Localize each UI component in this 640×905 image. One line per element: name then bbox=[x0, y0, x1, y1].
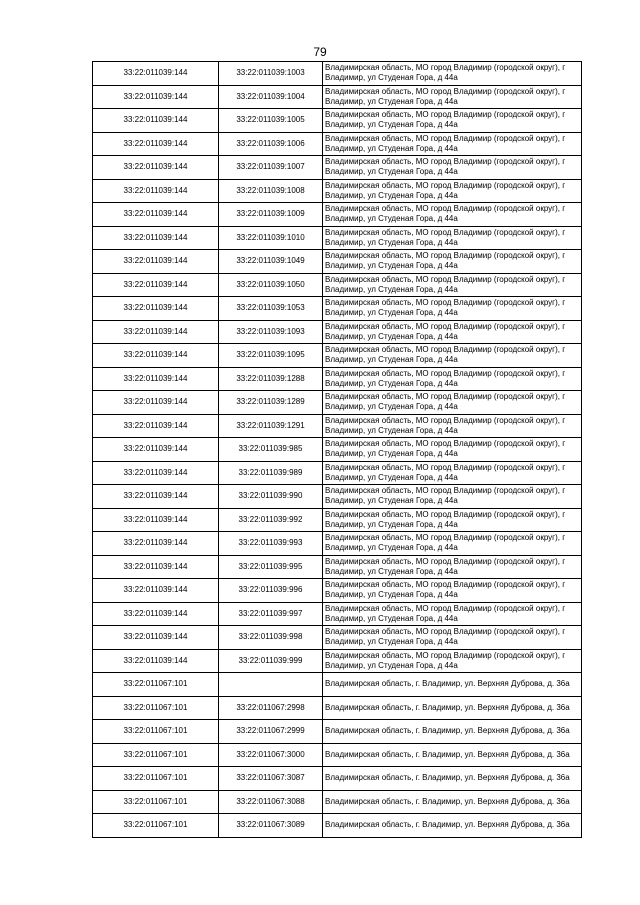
object-number-cell: 33:22:011039:993 bbox=[219, 532, 323, 556]
address-cell: Владимирская область, г. Владимир, ул. Верхняя Дуброва, д. 36а bbox=[323, 814, 582, 838]
object-number-cell: 33:22:011039:1006 bbox=[219, 132, 323, 156]
table-row bbox=[93, 461, 582, 485]
parcel-number-cell: 33:22:011067:101 bbox=[93, 696, 219, 720]
parcel-number-cell: 33:22:011039:144 bbox=[93, 555, 219, 579]
parcel-number-cell: 33:22:011039:144 bbox=[93, 203, 219, 227]
table-row bbox=[93, 203, 582, 227]
parcel-number-cell: 33:22:011039:144 bbox=[93, 485, 219, 509]
table-row bbox=[93, 320, 582, 344]
table-row bbox=[93, 743, 582, 767]
address-cell: Владимирская область, МО город Владимир (городской округ), г Владимир, ул Студеная Гора, д 44а bbox=[323, 508, 582, 532]
object-number-cell: 33:22:011039:998 bbox=[219, 626, 323, 650]
parcel-number-cell: 33:22:011067:101 bbox=[93, 743, 219, 767]
address-cell: Владимирская область, МО город Владимир (городской округ), г Владимир, ул Студеная Гора, д 44а bbox=[323, 273, 582, 297]
table-row bbox=[93, 109, 582, 133]
parcel-number-cell: 33:22:011039:144 bbox=[93, 226, 219, 250]
address-cell: Владимирская область, МО город Владимир (городской округ), г Владимир, ул Студеная Гора, д 44а bbox=[323, 344, 582, 368]
address-cell: Владимирская область, МО город Владимир (городской округ), г Владимир, ул Студеная Гора, д 44а bbox=[323, 109, 582, 133]
page-number: 79 bbox=[313, 45, 327, 59]
parcel-number-cell: 33:22:011039:144 bbox=[93, 461, 219, 485]
address-cell: Владимирская область, МО город Владимир (городской округ), г Владимир, ул Студеная Гора, д 44а bbox=[323, 85, 582, 109]
parcel-number-cell: 33:22:011039:144 bbox=[93, 414, 219, 438]
object-number-cell: 33:22:011039:995 bbox=[219, 555, 323, 579]
parcel-number-cell: 33:22:011067:101 bbox=[93, 767, 219, 791]
object-number-cell: 33:22:011039:1093 bbox=[219, 320, 323, 344]
table-row bbox=[93, 132, 582, 156]
address-cell: Владимирская область, МО город Владимир (городской округ), г Владимир, ул Студеная Гора, д 44а bbox=[323, 579, 582, 603]
address-cell: Владимирская область, г. Владимир, ул. Верхняя Дуброва, д. 36а bbox=[323, 720, 582, 744]
object-number-cell: 33:22:011067:3000 bbox=[219, 743, 323, 767]
parcel-number-cell: 33:22:011039:144 bbox=[93, 626, 219, 650]
table-row bbox=[93, 485, 582, 509]
parcel-number-cell: 33:22:011039:144 bbox=[93, 532, 219, 556]
table-row bbox=[93, 767, 582, 791]
object-number-cell: 33:22:011039:1288 bbox=[219, 367, 323, 391]
object-number-cell: 33:22:011039:990 bbox=[219, 485, 323, 509]
address-cell: Владимирская область, г. Владимир, ул. Верхняя Дуброва, д. 36а bbox=[323, 696, 582, 720]
object-number-cell: 33:22:011039:997 bbox=[219, 602, 323, 626]
table-row bbox=[93, 508, 582, 532]
address-cell: Владимирская область, МО город Владимир (городской округ), г Владимир, ул Студеная Гора, д 44а bbox=[323, 179, 582, 203]
parcel-number-cell: 33:22:011067:101 bbox=[93, 790, 219, 814]
parcel-number-cell: 33:22:011039:144 bbox=[93, 344, 219, 368]
address-cell: Владимирская область, МО город Владимир (городской округ), г Владимир, ул Студеная Гора, д 44а bbox=[323, 367, 582, 391]
address-cell: Владимирская область, МО город Владимир (городской округ), г Владимир, ул Студеная Гора, д 44а bbox=[323, 226, 582, 250]
object-number-cell: 33:22:011067:3088 bbox=[219, 790, 323, 814]
parcel-number-cell: 33:22:011039:144 bbox=[93, 109, 219, 133]
table-row bbox=[93, 696, 582, 720]
object-number-cell: 33:22:011039:1053 bbox=[219, 297, 323, 321]
address-cell: Владимирская область, МО город Владимир (городской округ), г Владимир, ул Студеная Гора, д 44а bbox=[323, 461, 582, 485]
parcel-number-cell: 33:22:011039:144 bbox=[93, 273, 219, 297]
table-row bbox=[93, 179, 582, 203]
parcel-number-cell: 33:22:011039:144 bbox=[93, 320, 219, 344]
address-cell: Владимирская область, г. Владимир, ул. Верхняя Дуброва, д. 36а bbox=[323, 790, 582, 814]
parcel-number-cell: 33:22:011067:101 bbox=[93, 673, 219, 697]
object-number-cell: 33:22:011039:1095 bbox=[219, 344, 323, 368]
parcel-number-cell: 33:22:011039:144 bbox=[93, 508, 219, 532]
table-row bbox=[93, 555, 582, 579]
parcel-number-cell: 33:22:011039:144 bbox=[93, 85, 219, 109]
address-cell: Владимирская область, МО город Владимир (городской округ), г Владимир, ул Студеная Гора, д 44а bbox=[323, 297, 582, 321]
table-row bbox=[93, 579, 582, 603]
object-number-cell: 33:22:011039:1050 bbox=[219, 273, 323, 297]
address-cell: Владимирская область, МО город Владимир (городской округ), г Владимир, ул Студеная Гора, д 44а bbox=[323, 391, 582, 415]
object-number-cell: 33:22:011039:1009 bbox=[219, 203, 323, 227]
address-cell: Владимирская область, МО город Владимир (городской округ), г Владимир, ул Студеная Гора, д 44а bbox=[323, 320, 582, 344]
object-number-cell bbox=[219, 673, 323, 697]
parcel-number-cell: 33:22:011039:144 bbox=[93, 179, 219, 203]
table-row bbox=[93, 814, 582, 838]
object-number-cell: 33:22:011039:1007 bbox=[219, 156, 323, 180]
address-cell: Владимирская область, МО город Владимир (городской округ), г Владимир, ул Студеная Гора, д 44а bbox=[323, 555, 582, 579]
address-cell: Владимирская область, МО город Владимир (городской округ), г Владимир, ул Студеная Гора, д 44а bbox=[323, 132, 582, 156]
address-cell: Владимирская область, МО город Владимир (городской округ), г Владимир, ул Студеная Гора, д 44а bbox=[323, 250, 582, 274]
address-cell: Владимирская область, МО город Владимир (городской округ), г Владимир, ул Студеная Гора, д 44а bbox=[323, 203, 582, 227]
address-cell: Владимирская область, МО город Владимир (городской округ), г Владимир, ул Студеная Гора, д 44а bbox=[323, 532, 582, 556]
object-number-cell: 33:22:011039:1010 bbox=[219, 226, 323, 250]
parcel-number-cell: 33:22:011039:144 bbox=[93, 297, 219, 321]
parcel-number-cell: 33:22:011039:144 bbox=[93, 649, 219, 673]
object-number-cell: 33:22:011067:3087 bbox=[219, 767, 323, 791]
parcel-number-cell: 33:22:011067:101 bbox=[93, 720, 219, 744]
object-number-cell: 33:22:011039:1289 bbox=[219, 391, 323, 415]
table-row bbox=[93, 626, 582, 650]
parcel-number-cell: 33:22:011039:144 bbox=[93, 62, 219, 86]
table-row bbox=[93, 156, 582, 180]
address-cell: Владимирская область, МО город Владимир (городской округ), г Владимир, ул Студеная Гора, д 44а bbox=[323, 414, 582, 438]
object-number-cell: 33:22:011067:2999 bbox=[219, 720, 323, 744]
table-row bbox=[93, 297, 582, 321]
table-row bbox=[93, 391, 582, 415]
address-cell: Владимирская область, МО город Владимир (городской округ), г Владимир, ул Студеная Гора, д 44а bbox=[323, 62, 582, 86]
address-cell: Владимирская область, г. Владимир, ул. Верхняя Дуброва, д. 36а bbox=[323, 767, 582, 791]
table-row bbox=[93, 602, 582, 626]
parcel-number-cell: 33:22:011039:144 bbox=[93, 602, 219, 626]
table-row bbox=[93, 414, 582, 438]
table-row bbox=[93, 367, 582, 391]
parcel-number-cell: 33:22:011039:144 bbox=[93, 438, 219, 462]
object-number-cell: 33:22:011039:1003 bbox=[219, 62, 323, 86]
parcel-number-cell: 33:22:011039:144 bbox=[93, 250, 219, 274]
object-number-cell: 33:22:011039:989 bbox=[219, 461, 323, 485]
object-number-cell: 33:22:011039:992 bbox=[219, 508, 323, 532]
parcel-number-cell: 33:22:011039:144 bbox=[93, 579, 219, 603]
object-number-cell: 33:22:011039:1049 bbox=[219, 250, 323, 274]
object-number-cell: 33:22:011039:1005 bbox=[219, 109, 323, 133]
table-row bbox=[93, 720, 582, 744]
table-body bbox=[93, 62, 582, 838]
table-row bbox=[93, 226, 582, 250]
address-cell: Владимирская область, МО город Владимир (городской округ), г Владимир, ул Студеная Гора, д 44а bbox=[323, 438, 582, 462]
object-number-cell: 33:22:011039:1291 bbox=[219, 414, 323, 438]
object-number-cell: 33:22:011039:1004 bbox=[219, 85, 323, 109]
parcel-number-cell: 33:22:011067:101 bbox=[93, 814, 219, 838]
parcel-number-cell: 33:22:011039:144 bbox=[93, 367, 219, 391]
table-row bbox=[93, 344, 582, 368]
address-cell: Владимирская область, МО город Владимир (городской округ), г Владимир, ул Студеная Гора, д 44а bbox=[323, 626, 582, 650]
address-cell: Владимирская область, МО город Владимир (городской округ), г Владимир, ул Студеная Гора, д 44а bbox=[323, 602, 582, 626]
object-number-cell: 33:22:011067:2998 bbox=[219, 696, 323, 720]
object-number-cell: 33:22:011039:996 bbox=[219, 579, 323, 603]
object-number-cell: 33:22:011039:985 bbox=[219, 438, 323, 462]
table-row bbox=[93, 790, 582, 814]
parcel-number-cell: 33:22:011039:144 bbox=[93, 391, 219, 415]
object-number-cell: 33:22:011067:3089 bbox=[219, 814, 323, 838]
table-row bbox=[93, 532, 582, 556]
object-number-cell: 33:22:011039:999 bbox=[219, 649, 323, 673]
address-cell: Владимирская область, г. Владимир, ул. Верхняя Дуброва, д. 36а bbox=[323, 743, 582, 767]
table-row bbox=[93, 250, 582, 274]
cadastral-table bbox=[92, 61, 582, 838]
table-row bbox=[93, 62, 582, 86]
table-row bbox=[93, 85, 582, 109]
table-row bbox=[93, 673, 582, 697]
address-cell: Владимирская область, г. Владимир, ул. Верхняя Дуброва, д. 36а bbox=[323, 673, 582, 697]
address-cell: Владимирская область, МО город Владимир (городской округ), г Владимир, ул Студеная Гора, д 44а bbox=[323, 649, 582, 673]
address-cell: Владимирская область, МО город Владимир (городской округ), г Владимир, ул Студеная Гора, д 44а bbox=[323, 156, 582, 180]
table-row bbox=[93, 438, 582, 462]
address-cell: Владимирская область, МО город Владимир (городской округ), г Владимир, ул Студеная Гора, д 44а bbox=[323, 485, 582, 509]
table-row bbox=[93, 273, 582, 297]
table-row bbox=[93, 649, 582, 673]
parcel-number-cell: 33:22:011039:144 bbox=[93, 132, 219, 156]
object-number-cell: 33:22:011039:1008 bbox=[219, 179, 323, 203]
parcel-number-cell: 33:22:011039:144 bbox=[93, 156, 219, 180]
